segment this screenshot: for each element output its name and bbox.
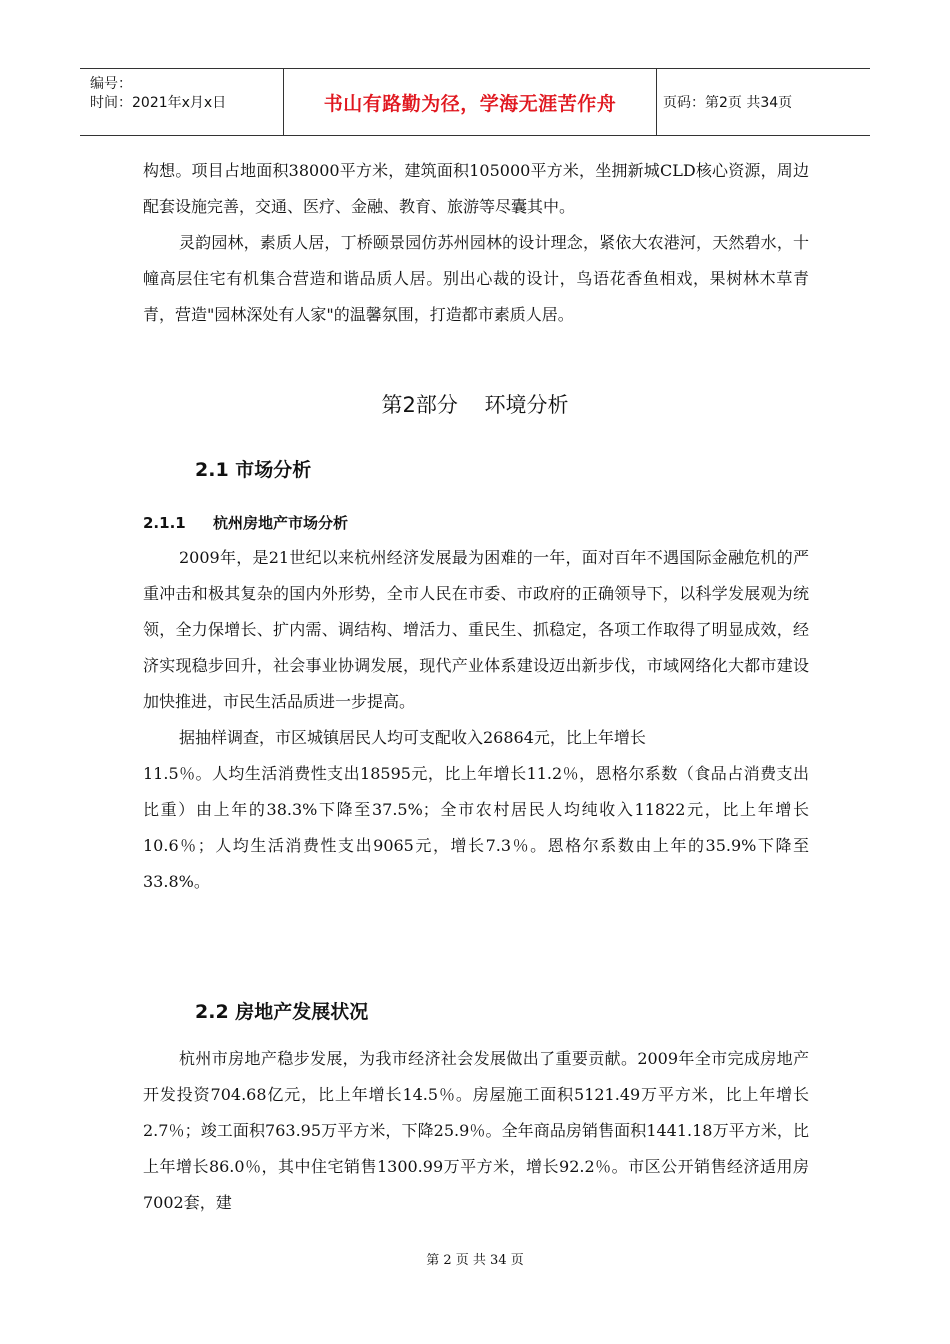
- section-2-2-body: [143, 1041, 809, 1221]
- intro-paragraph-1: 构想。项目占地面积38000平方米，建筑面积105000平方米，坐拥新城CLD核心资源，周边配套设施完善，交通、医疗、金融、教育、旅游等尽囊其中。: [143, 161, 809, 216]
- intro-paragraph-2: 灵韵园林，素质人居，丁桥颐景园仿苏州园林的设计理念，紧依大农港河，天然碧水，十幢高层住宅有机集合营造和谐品质人居。别出心裁的设计，鸟语花香鱼相戏，果树林木草青青，营造"园林深处有人家"的温馨氛围，打造都市素质人居。: [143, 233, 809, 324]
- page-header: [80, 68, 870, 136]
- section-2-1-body: [143, 540, 809, 900]
- market-paragraph-1: 2009年，是21世纪以来杭州经济发展最为困难的一年，面对百年不遇国际金融危机的严重冲击和极其复杂的国内外形势，全市人民在市委、市政府的正确领导下，以科学发展观为统领，全力保增长、扩内需、调结构、增活力、重民生、抓稳定，各项工作取得了明显成效，经济实现稳步回升，社会事业协调发展，现代产业体系建设迈出新步伐，市域网络化大都市建设加快推进，市民生活品质进一步提高。: [143, 548, 809, 711]
- header-time-label: 时间：2021年x月x日: [90, 95, 227, 111]
- subsection-title: 杭州房地产市场分析: [212, 514, 348, 532]
- header-meta: [80, 69, 283, 135]
- subsection-2-1-1-heading: [143, 512, 348, 533]
- page-footer: 第 2 页 共 34 页: [426, 1253, 524, 1268]
- market-paragraph-2: 据抽样调查，市区城镇居民人均可支配收入26864元，比上年增长: [179, 728, 646, 747]
- section-2-1-heading: 2.1 市场分析: [195, 459, 312, 481]
- subsection-number: 2.1.1: [143, 514, 186, 532]
- part-title: 第2部分 环境分析: [381, 393, 569, 417]
- header-number-label: 编号：: [90, 76, 132, 92]
- intro-section: [143, 153, 809, 333]
- section-2-2-heading: 2.2 房地产发展状况: [195, 1001, 369, 1023]
- header-motto: 书山有路勤为径，学海无涯苦作舟: [283, 69, 657, 135]
- realestate-paragraph-1: 杭州市房地产稳步发展，为我市经济社会发展做出了重要贡献。2009年全市完成房地产开发投资704.68亿元，比上年增长14.5％。房屋施工面积5121.49万平方米，比上年增长2.7％；竣工面积763.95万平方米，下降25.9％。全年商品房销售面积1441.18万平方米，比上年增长86.0％，其中住宅销售1300.99万平方米，增长92.2％。市区公开销售经济适用房7002套，建: [143, 1049, 809, 1212]
- market-paragraph-3: 11.5％。人均生活消费性支出18595元，比上年增长11.2％，恩格尔系数（食品占消费支出比重）由上年的38.3%下降至37.5%；全市农村居民人均纯收入11822元，比上年增长10.6％；人均生活消费性支出9065元，增长7.3％。恩格尔系数由上年的35.9%下降至33.8%。: [143, 764, 809, 891]
- header-page-info: 页码：第2页 共34页: [663, 95, 793, 111]
